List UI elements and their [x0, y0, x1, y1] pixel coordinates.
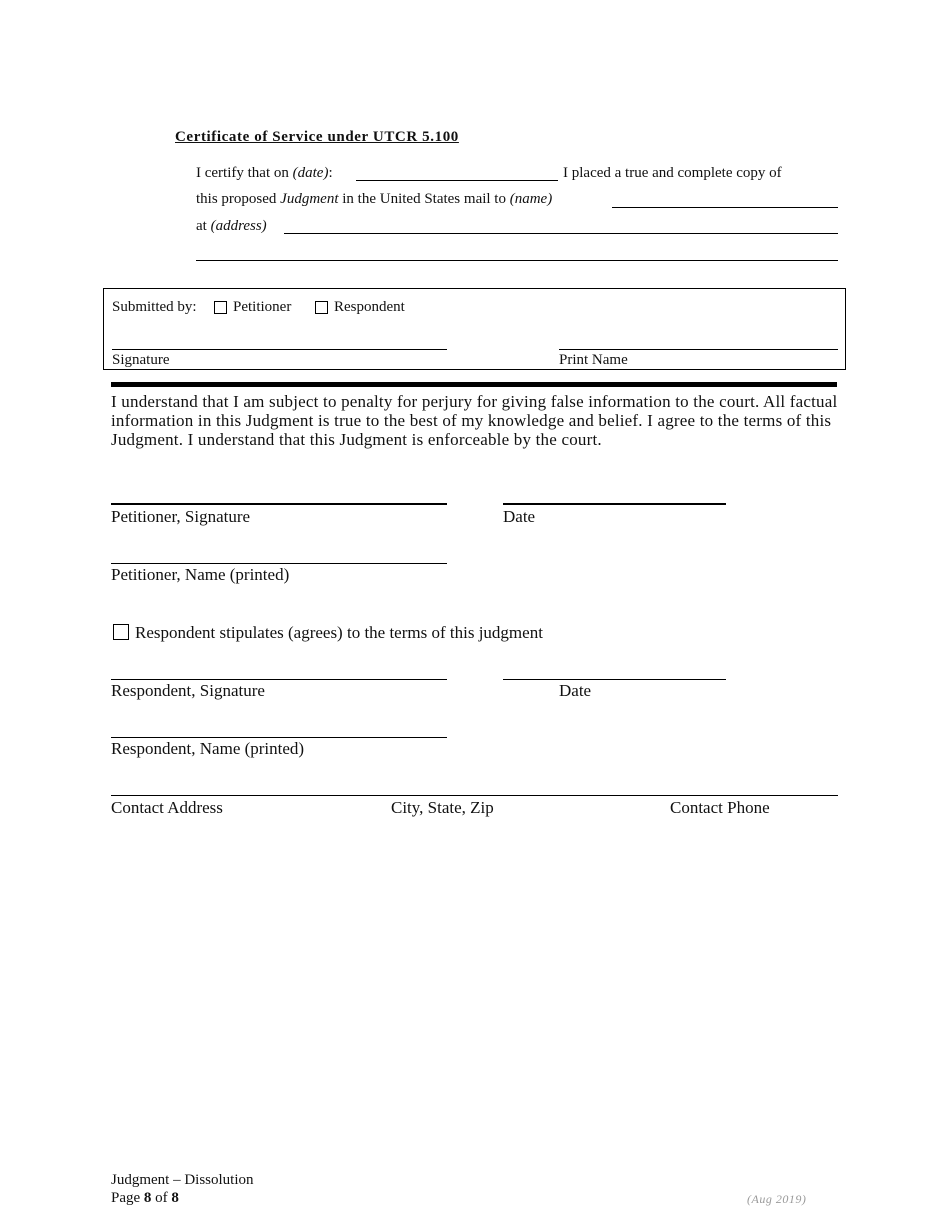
respondent-stipulates-checkbox[interactable]	[113, 624, 129, 640]
respondent-signature-label: Respondent, Signature	[111, 681, 265, 700]
certificate-line-2	[196, 191, 552, 208]
respondent-date-line[interactable]	[503, 679, 726, 680]
petitioner-option-label: Petitioner	[233, 299, 292, 315]
name-label: (name)	[509, 191, 553, 207]
submitted-signature-line[interactable]	[112, 349, 447, 350]
certificate-line-3	[196, 218, 267, 235]
certificate-date-field[interactable]	[356, 180, 558, 181]
date-label: (date)	[292, 165, 329, 181]
section-divider	[111, 382, 837, 387]
certify-text: I certify that on	[196, 165, 293, 181]
respondent-name-line[interactable]	[111, 737, 447, 738]
contact-line[interactable]	[111, 795, 838, 796]
footer-version: (Aug 2019)	[747, 1192, 807, 1206]
page-of: of	[151, 1190, 172, 1206]
certificate-address-field-2[interactable]	[196, 260, 838, 261]
page-total: 8	[171, 1190, 179, 1206]
mail-text: in the United States mail to	[338, 191, 510, 207]
footer-doc-title: Judgment – Dissolution	[111, 1172, 254, 1188]
contact-address-label: Contact Address	[111, 798, 223, 817]
respondent-option-label: Respondent	[334, 299, 405, 315]
respondent-checkbox[interactable]	[315, 301, 328, 314]
submitted-print-name-line[interactable]	[559, 349, 838, 350]
petitioner-name-line[interactable]	[111, 563, 447, 564]
respondent-stipulates-label: Respondent stipulates (agrees) to the terms of this judgment	[135, 623, 543, 642]
respondent-date-label: Date	[559, 681, 592, 700]
judgment-word: Judgment	[280, 191, 339, 207]
petitioner-signature-line[interactable]	[111, 503, 447, 505]
page-current: 8	[143, 1190, 152, 1206]
certificate-address-field[interactable]	[284, 233, 838, 234]
petitioner-name-label: Petitioner, Name (printed)	[111, 565, 290, 584]
respondent-name-label: Respondent, Name (printed)	[111, 739, 305, 758]
proposed-text: this proposed	[196, 191, 281, 207]
colon: :	[328, 165, 333, 181]
contact-phone-label: Contact Phone	[670, 798, 770, 817]
certificate-line-1-suffix: I placed a true and complete copy of	[563, 165, 782, 181]
address-label: (address)	[210, 218, 267, 234]
submitted-print-name-label: Print Name	[559, 352, 628, 368]
footer-page-number	[111, 1190, 179, 1207]
petitioner-signature-label: Petitioner, Signature	[111, 507, 251, 526]
certificate-line-1	[196, 165, 333, 182]
certificate-name-field[interactable]	[612, 207, 838, 208]
petitioner-date-line[interactable]	[503, 503, 726, 505]
submitted-signature-label: Signature	[112, 352, 170, 368]
certificate-title: Certificate of Service under UTCR 5.100	[175, 129, 459, 145]
respondent-signature-line[interactable]	[111, 679, 447, 680]
petitioner-date-label: Date	[503, 507, 536, 526]
petitioner-checkbox[interactable]	[214, 301, 227, 314]
page-prefix: Page	[111, 1190, 144, 1206]
perjury-declaration: I understand that I am subject to penalty for perjury for giving false information to the court. All factual information in this Judgment is true to the best of my knowledge and belief. I agree to the terms of this Judgment. I understand that this Judgment is enforceable by the court.	[111, 392, 838, 449]
at-text: at	[196, 218, 211, 234]
contact-city-label: City, State, Zip	[391, 798, 494, 817]
submitted-by-label: Submitted by:	[112, 299, 197, 315]
